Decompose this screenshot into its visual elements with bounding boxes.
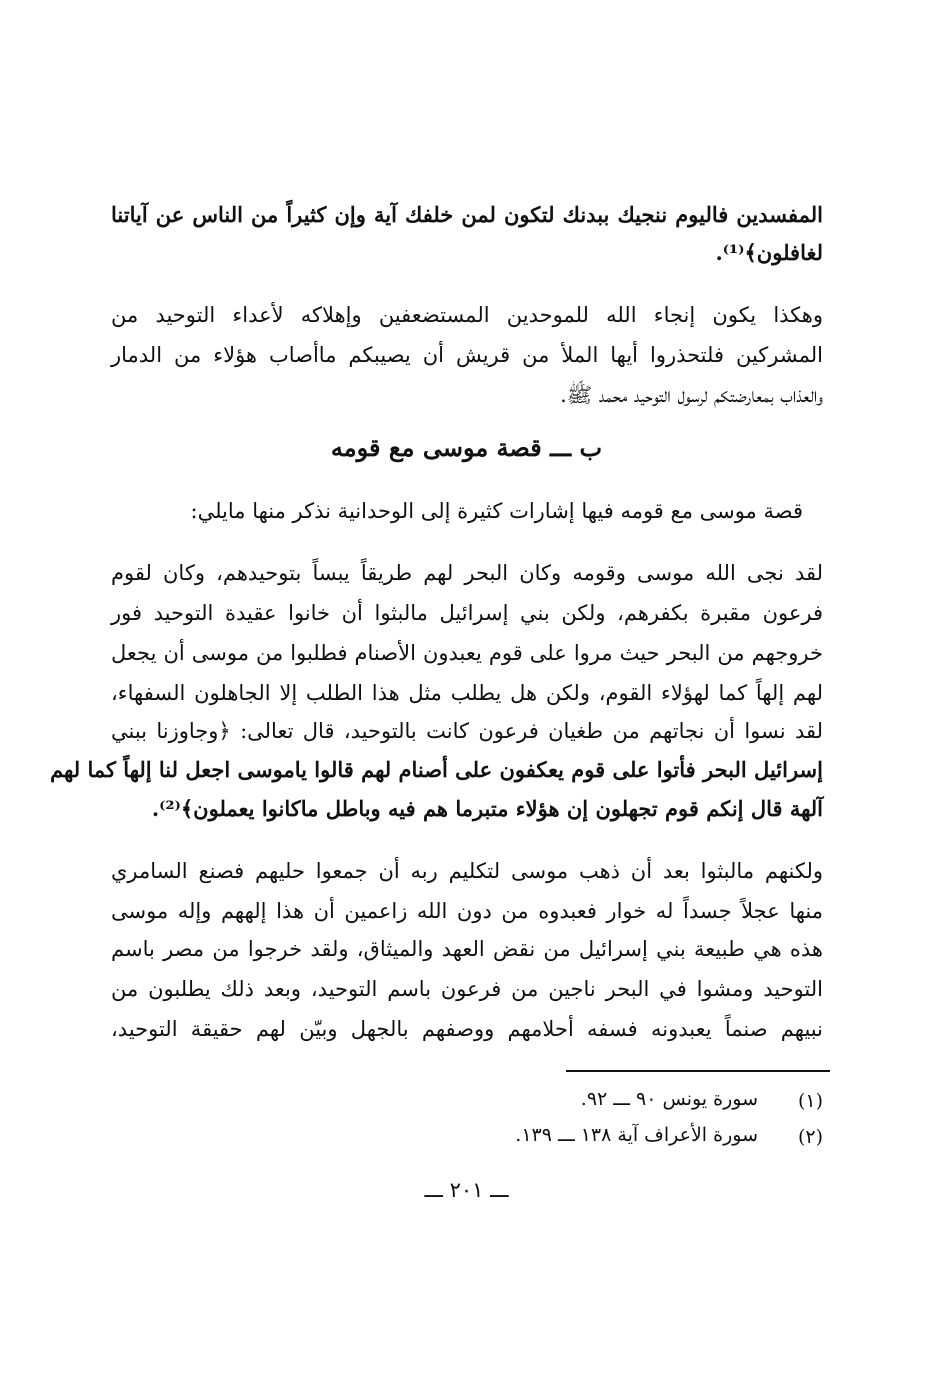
text-line: المفسدين فاليوم ننجيك ببدنك لتكون لمن خلفك آية وإن كثيراً من الناس عن آياتنا: [111, 202, 823, 227]
text-line: وهكذا يكون إنجاء الله للموحدين المستضعفين وإهلاكه لأعداء التوحيد من: [111, 303, 823, 327]
footnote-number: (١): [797, 1090, 823, 1112]
text-line: لقد نجى الله موسى وقومه وكان البحر لهم طريقاً يبساً بتوحيدهم، وكان لقوم: [111, 561, 823, 585]
text-line: قصة موسى مع قومه فيها إشارات كثيرة إلى الوحدانية نذكر منها مايلي:: [190, 499, 803, 523]
footnote-text: سورة الأعراف آية ١٣٨ ـــ ١٣٩.: [515, 1124, 758, 1146]
text-line: المشركين فلتحذروا أيها الملأ من قريش أن يصيبكم ماأصاب هؤلاء من الدمار: [111, 343, 823, 367]
text-line: ولكنهم مالبثوا بعد أن ذهب موسى لتكليم ربه أن جمعوا حليهم فصنع السامري: [111, 859, 823, 883]
text-line: آلهة قال إنكم قوم تجهلون إن هؤلاء متبرما هم فيه وباطل ماكانوا يعملون﴾⁽²⁾.: [151, 796, 823, 821]
page-number: ـــ ٢٠١ ـــ: [424, 1178, 509, 1202]
text-line: هذه هي طبيعة بني إسرائيل من نقض العهد والميثاق، ولقد خرجوا من مصر باسم: [111, 937, 823, 961]
footnote-text: سورة يونس ٩٠ ـــ ٩٢.: [580, 1088, 758, 1110]
text-line: التوحيد ومشوا في البحر ناجين من فرعون باسم التوحيد، وبعد ذلك يطلبون من: [111, 977, 823, 1001]
text-line: منها عجلاً جسداً له خوار فعبدوه من دون الله زاعمين أن هذا إلههم وإله موسى: [111, 899, 823, 923]
text-line: فرعون مقبرة بكفرهم، ولكن بني إسرائيل مالبثوا أن خانوا عقيدة التوحيد فور: [111, 601, 823, 625]
text-line: إسرائيل البحر فأتوا على قوم يعكفون على أصنام لهم قالوا ياموسى اجعل لنا إلهاً كما لهم: [50, 757, 823, 782]
footnote-separator: [566, 1070, 830, 1072]
text-line: لقد نسوا أن نجاتهم من طغيان فرعون كانت بالتوحيد، قال تعالى: ﴿وجاوزنا ببني: [111, 719, 823, 743]
text-line: والعذاب بمعارضتكم لرسول التوحيد محمد ﷺ.: [560, 383, 823, 407]
text-line: لغافلون﴾⁽¹⁾.: [715, 240, 823, 265]
text-line: لهم إلهاً كما لهؤلاء القوم، ولكن هل يطلب مثل هذا الطلب إلا الجاهلون السفهاء،: [111, 681, 823, 705]
text-line: خروجهم من البحر حيث مروا على قوم يعبدون الأصنام فطلبوا من موسى أن يجعل: [111, 641, 823, 665]
text-line: نبيهم صنماً يعبدونه فسفه أحلامهم ووصفهم بالجهل وبيّن لهم حقيقة التوحيد،: [111, 1017, 823, 1041]
section-heading: ب ـــ قصة موسى مع قومه: [330, 433, 603, 462]
footnote-number: (٢): [797, 1126, 823, 1148]
